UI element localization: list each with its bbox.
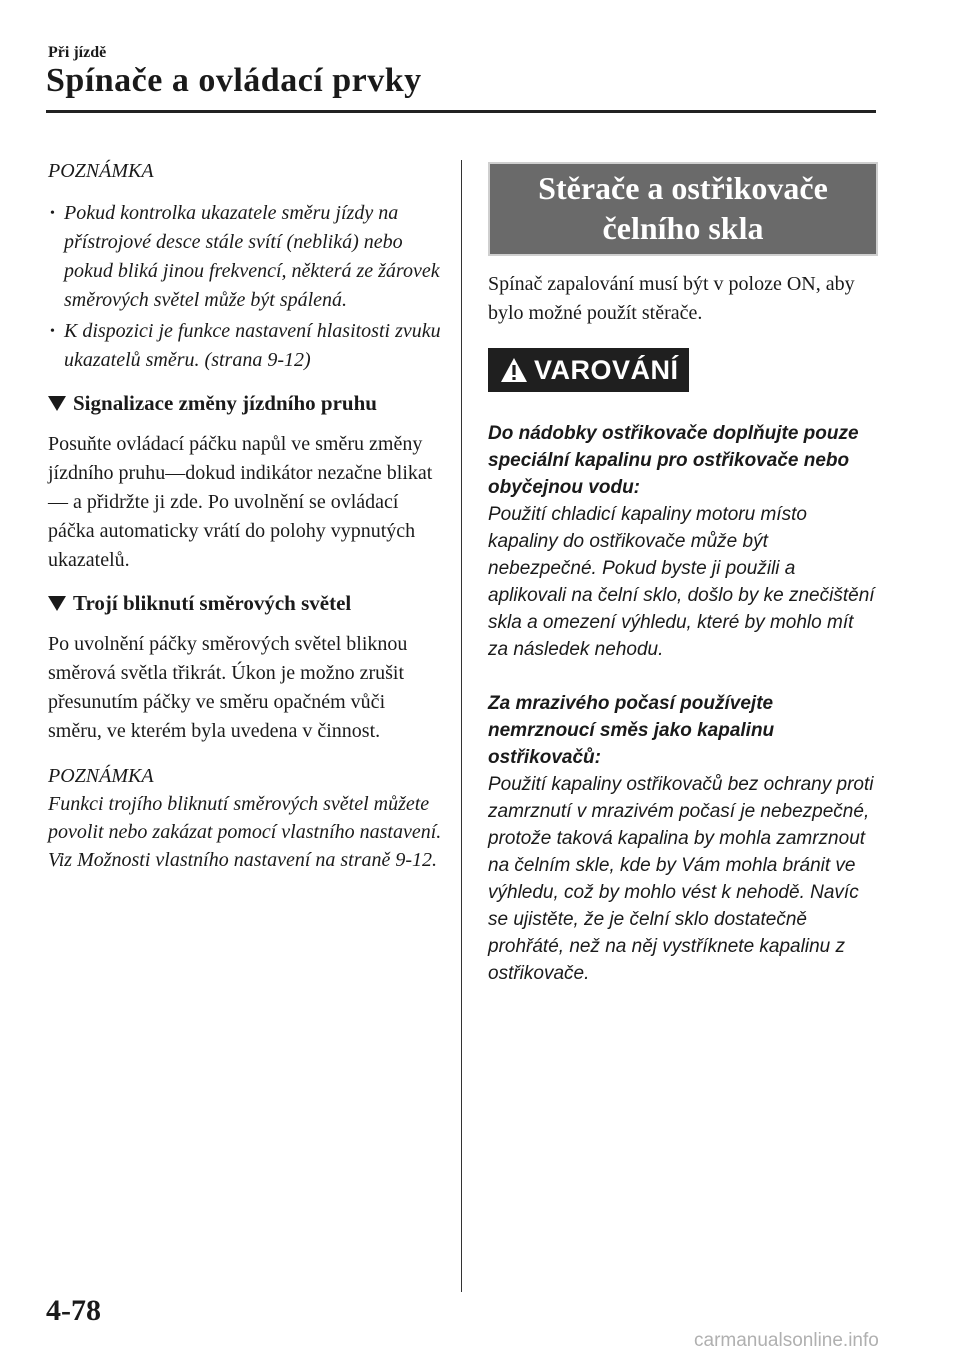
subheading-triple-flash bbox=[48, 591, 443, 616]
page-number: 4-78 bbox=[46, 1294, 101, 1327]
note-line: Viz Možnosti vlastního nastavení na straně 9-12. bbox=[48, 849, 438, 871]
banner-line: Stěrače a ostřikovače bbox=[538, 170, 828, 206]
warning-explanation: Použití chladicí kapaliny motoru místo kapaliny do ostřikovače může být nebezpečné. Pokud byste ji použili a aplikovali na čelní sklo, došlo by ke znečištění skla a omezení výhledu, které by mohlo mít za následek nehodu. bbox=[488, 504, 875, 660]
banner-line: čelního skla bbox=[602, 210, 764, 246]
left-column bbox=[48, 160, 443, 874]
note-bullet: • Pokud kontrolka ukazatele směru jízdy na přístrojové desce stále svítí (nebliká) nebo pokud bliká jinou frekvencí, některá ze žárovek směrových světel může být spálená. bbox=[48, 199, 443, 315]
note-bullet-list bbox=[48, 199, 443, 375]
column-divider bbox=[461, 160, 462, 1292]
chapter-title: Spínače a ovládací prvky bbox=[46, 62, 422, 99]
warning-bold-statement: Za mrazivého počasí používejte nemrznoucí směs jako kapalinu ostřikovačů: bbox=[488, 693, 775, 768]
warning-text bbox=[488, 420, 878, 987]
note-block bbox=[48, 762, 443, 874]
warning-explanation: Použití kapaliny ostřikovačů bez ochrany proti zamrznutí v mrazivém počasí je nebezpečné, protože taková kapalina by mohla zamrznout na čelním skle, kde by Vám mohla bránit ve výhledu, což by mohlo vést k nehodě. Navíc se ujistěte, že je čelní sklo dostatečně prohřáté, než na něj vystříknete kapalinu z ostřikovače. bbox=[488, 774, 874, 984]
subheading-text: Trojí bliknutí směrových světel bbox=[73, 591, 352, 615]
note-bullet: • K dispozici je funkce nastavení hlasitosti zvuku ukazatelů směru. (strana 9-12) bbox=[48, 317, 443, 375]
intro-paragraph: Spínač zapalování musí být v poloze ON, aby bylo možné použít stěrače. bbox=[488, 273, 855, 324]
right-column bbox=[488, 162, 878, 987]
warning-bold-statement: Do nádobky ostřikovače doplňujte pouze speciální kapalinu pro ostřikovače nebo obyčejnou vodu: bbox=[488, 423, 859, 498]
section-label: Při jízdě bbox=[48, 44, 107, 61]
triple-flash-paragraph: Po uvolnění páčky směrových světel bliknou směrová světla třikrát. Úkon je možno zrušit přesunutím páčky ve směru opačném vůči směru, ve kterém byla uvedena v činnost. bbox=[48, 633, 408, 742]
note-title: POZNÁMKA bbox=[48, 160, 154, 182]
lane-change-paragraph: Posuňte ovládací páčku napůl ve směru změny jízdního pruhu—dokud indikátor nezačne blikat— a přidržte ji zde. Po uvolnění se ovládací páčka automaticky vrátí do polohy vypnutých ukazatelů. bbox=[48, 433, 433, 571]
warning-label: VAROVÁNÍ bbox=[534, 354, 679, 385]
header-rule bbox=[46, 110, 876, 113]
subheading-lane-change bbox=[48, 391, 443, 416]
warning-badge bbox=[488, 348, 689, 392]
subheading-text: Signalizace změny jízdního pruhu bbox=[73, 391, 377, 415]
triangle-down-icon bbox=[48, 396, 66, 411]
note-line: Funkci trojího bliknutí směrových světel můžete povolit nebo zakázat pomocí vlastního nastavení. bbox=[48, 793, 442, 843]
warning-triangle-icon bbox=[500, 357, 528, 383]
note-title: POZNÁMKA bbox=[48, 765, 154, 787]
watermark: carmanualsonline.info bbox=[694, 1330, 879, 1351]
section-banner bbox=[488, 162, 878, 256]
triangle-down-icon bbox=[48, 596, 66, 611]
